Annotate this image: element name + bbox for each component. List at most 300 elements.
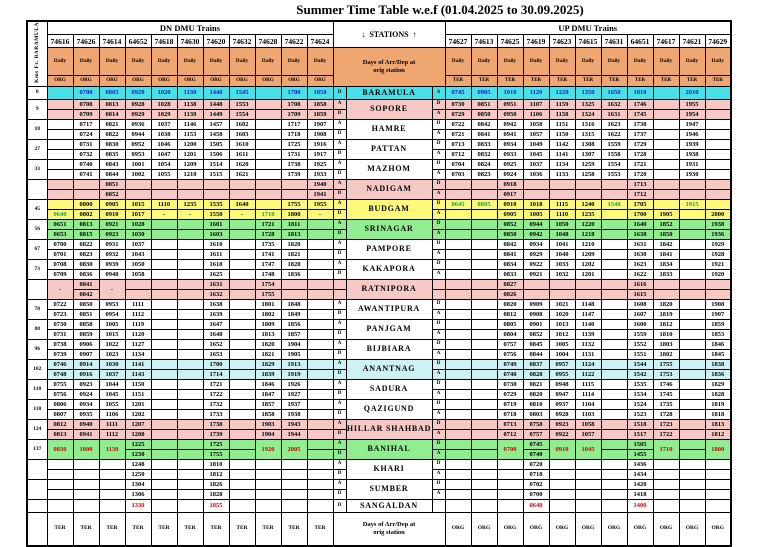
dep-mark <box>432 279 445 289</box>
time-cell: 1015 <box>99 329 125 339</box>
time-cell <box>151 219 177 229</box>
time-cell: 1032 <box>549 269 575 279</box>
time-cell <box>601 359 627 369</box>
dn-org-status: ORG <box>99 75 125 86</box>
time-cell <box>255 86 281 99</box>
time-cell: 1517 <box>627 429 653 439</box>
time-cell: 1552 <box>627 339 653 349</box>
time-cell: 0923 <box>73 379 99 389</box>
time-cell <box>307 479 333 489</box>
time-cell: 0821 <box>523 379 549 389</box>
time-cell: 1947 <box>679 119 705 129</box>
time-cell: 1813 <box>281 229 307 239</box>
time-cell <box>601 459 627 469</box>
time-cell: 0940 <box>73 419 99 429</box>
time-cell <box>177 409 203 419</box>
time-cell <box>307 229 333 239</box>
time-cell: 1130 <box>177 86 203 99</box>
dep-mark: D <box>333 329 346 339</box>
time-cell: 1839 <box>255 369 281 379</box>
time-cell: 0953 <box>125 149 151 159</box>
time-cell: 1010 <box>497 86 523 99</box>
time-cell: 1259 <box>575 159 601 169</box>
time-cell <box>471 239 497 249</box>
time-cell <box>601 479 627 489</box>
time-cell <box>151 189 177 199</box>
time-cell: 0952 <box>125 139 151 149</box>
time-cell <box>229 469 255 479</box>
time-cell: 1647 <box>203 319 229 329</box>
time-cell <box>445 429 471 439</box>
time-cell <box>575 289 601 299</box>
time-cell: 0718 <box>523 469 549 479</box>
up-ter-status: TER <box>627 75 653 86</box>
time-cell <box>471 409 497 419</box>
dep-mark: D <box>432 179 445 189</box>
arr-mark: A <box>333 179 346 189</box>
time-cell <box>125 289 151 299</box>
time-cell <box>281 279 307 289</box>
time-cell: 1018 <box>523 199 549 209</box>
time-cell: 1917 <box>307 149 333 159</box>
time-cell <box>705 279 731 289</box>
time-cell <box>151 329 177 339</box>
km-cell: 124 <box>27 419 47 439</box>
time-cell: 0935 <box>73 409 99 419</box>
station-cell: KAKAPORA <box>346 259 432 279</box>
up-org-status: ORG <box>445 512 471 546</box>
station-cell: SADURA <box>346 379 432 399</box>
time-cell <box>549 479 575 489</box>
time-cell: 0813 <box>99 99 125 109</box>
time-cell: 1057 <box>523 129 549 139</box>
time-cell: 1553 <box>229 99 255 109</box>
time-cell <box>229 299 255 309</box>
time-cell <box>47 479 73 489</box>
dn-train-number: 74618 <box>151 35 177 48</box>
dn-ter-status: TER <box>307 512 333 546</box>
time-cell: 1002 <box>125 169 151 179</box>
time-cell: 1836 <box>281 269 307 279</box>
dn-frequency: Daily <box>307 48 333 76</box>
time-cell: 1134 <box>549 159 575 169</box>
time-cell: 0700 <box>523 489 549 499</box>
timetable-grid <box>26 20 732 547</box>
time-cell: 1600 <box>627 319 653 329</box>
time-cell <box>471 439 497 449</box>
time-cell: 1653 <box>203 349 229 359</box>
station-cell: KHARI <box>346 459 432 479</box>
time-cell <box>125 279 151 289</box>
time-cell <box>151 469 177 479</box>
time-cell: 1250 <box>125 469 151 479</box>
time-cell: 0852 <box>523 329 549 339</box>
time-cell <box>601 369 627 379</box>
time-cell: 0837 <box>523 359 549 369</box>
dn-frequency: Daily <box>125 48 151 76</box>
arr-mark: A <box>432 169 445 179</box>
time-cell: 1005 <box>549 339 575 349</box>
time-cell: 1559 <box>627 329 653 339</box>
time-cell <box>445 249 471 259</box>
time-cell: 0947 <box>549 389 575 399</box>
time-cell: 1739 <box>281 169 307 179</box>
time-cell: 1013 <box>549 319 575 329</box>
arr-mark: A <box>333 219 346 229</box>
arr-mark <box>333 279 346 289</box>
station-cell: ANANTNAG <box>346 359 432 379</box>
time-cell <box>229 379 255 389</box>
time-cell <box>471 279 497 289</box>
time-cell: 1638 <box>627 229 653 239</box>
time-cell <box>177 459 203 469</box>
time-cell: 0700 <box>73 86 99 99</box>
time-cell <box>229 179 255 189</box>
time-cell <box>229 479 255 489</box>
time-cell <box>229 409 255 419</box>
time-cell: 1828 <box>705 389 731 399</box>
days-of-arr-dep-footer: Days of Arr/Dep at orig station <box>333 512 445 546</box>
time-cell <box>705 129 731 139</box>
time-cell <box>47 139 73 149</box>
time-cell <box>177 359 203 369</box>
time-cell: 1753 <box>653 369 679 379</box>
time-cell: 0832 <box>471 149 497 159</box>
time-cell <box>177 229 203 239</box>
time-cell <box>549 289 575 299</box>
time-cell <box>601 349 627 359</box>
time-cell: 1859 <box>705 319 731 329</box>
time-cell <box>679 329 705 339</box>
time-cell: 1748 <box>255 269 281 279</box>
time-cell <box>151 279 177 289</box>
up-frequency: Daily <box>471 48 497 76</box>
time-cell: 1457 <box>203 119 229 129</box>
time-cell <box>601 389 627 399</box>
time-cell: 1700 <box>281 86 307 99</box>
time-cell: 1737 <box>627 129 653 139</box>
time-cell: 0929 <box>125 109 151 119</box>
time-cell <box>47 119 73 129</box>
time-cell: 1955 <box>307 199 333 209</box>
time-cell: 0640 <box>47 209 73 219</box>
time-cell: 1058 <box>523 119 549 129</box>
time-cell <box>705 169 731 179</box>
dn-org-status: ORG <box>203 75 229 86</box>
time-cell <box>445 299 471 309</box>
time-cell: 0843 <box>99 159 125 169</box>
time-cell <box>47 99 73 109</box>
time-cell: 1151 <box>549 119 575 129</box>
time-cell: 1110 <box>549 209 575 219</box>
time-cell: 1505 <box>203 139 229 149</box>
time-cell: 0826 <box>497 289 523 299</box>
time-cell: 0833 <box>497 269 523 279</box>
time-cell: 0758 <box>523 419 549 429</box>
time-cell: 1112 <box>125 309 151 319</box>
time-cell: 0729 <box>445 109 471 119</box>
time-cell: 1821 <box>281 249 307 259</box>
time-cell <box>601 269 627 279</box>
time-cell: 1938 <box>679 149 705 159</box>
time-cell: 0813 <box>47 429 73 439</box>
time-cell: 1210 <box>177 169 203 179</box>
time-cell: 1755 <box>653 359 679 369</box>
time-cell <box>203 189 229 199</box>
time-cell: 1449 <box>203 109 229 119</box>
time-cell <box>255 189 281 199</box>
up-frequency: Daily <box>497 48 523 76</box>
time-cell: 1915 <box>679 199 705 209</box>
time-cell: 1119 <box>125 319 151 329</box>
time-cell: 1718 <box>281 129 307 139</box>
time-cell: 1841 <box>653 249 679 259</box>
time-cell: 1836 <box>705 369 731 379</box>
time-cell <box>151 449 177 459</box>
time-cell <box>653 139 679 149</box>
time-cell: 0723 <box>47 309 73 319</box>
station-cell: BUDGAM <box>346 199 432 219</box>
time-cell: 0823 <box>73 249 99 259</box>
dep-mark: D <box>333 489 346 499</box>
time-cell: 1849 <box>281 309 307 319</box>
time-cell: 1940 <box>307 179 333 189</box>
time-cell <box>471 419 497 429</box>
time-cell: 0942 <box>497 119 523 129</box>
time-cell <box>47 159 73 169</box>
time-cell: 0731 <box>73 139 99 149</box>
time-cell: 1201 <box>125 399 151 409</box>
dep-mark: D <box>432 99 445 109</box>
time-cell: 0730 <box>47 319 73 329</box>
time-cell: 1937 <box>281 399 307 409</box>
arr-mark: A <box>333 359 346 369</box>
dep-mark: D <box>432 219 445 229</box>
time-cell: 1812 <box>705 429 731 439</box>
time-cell <box>497 469 523 479</box>
time-cell: 0950 <box>497 109 523 119</box>
time-cell: 0953 <box>99 299 125 309</box>
time-cell: 1201 <box>177 149 203 159</box>
dep-mark: D <box>432 299 445 309</box>
time-cell: 1043 <box>125 249 151 259</box>
time-cell: 1146 <box>177 119 203 129</box>
time-cell <box>177 219 203 229</box>
time-cell <box>307 489 333 499</box>
time-cell <box>653 119 679 129</box>
time-cell <box>575 279 601 289</box>
time-cell <box>151 269 177 279</box>
time-cell <box>679 369 705 379</box>
time-cell: 0851 <box>99 179 125 189</box>
station-cell: SUMBER <box>346 479 432 499</box>
time-cell <box>601 289 627 299</box>
time-cell: 0755 <box>47 379 73 389</box>
time-cell <box>151 399 177 409</box>
time-cell <box>679 459 705 469</box>
time-cell: 1811 <box>281 219 307 229</box>
time-cell <box>679 219 705 229</box>
time-cell <box>151 239 177 249</box>
dep-mark: D <box>333 149 346 159</box>
time-cell: 0820 <box>497 299 523 309</box>
dn-ter-status: TER <box>73 512 99 546</box>
time-cell <box>177 419 203 429</box>
time-cell: 0858 <box>73 319 99 329</box>
time-cell <box>229 259 255 269</box>
dep-mark: D <box>432 119 445 129</box>
time-cell <box>177 239 203 249</box>
time-cell: 1638 <box>203 299 229 309</box>
time-cell: 0813 <box>73 219 99 229</box>
time-cell <box>679 269 705 279</box>
time-cell: 1746 <box>627 99 653 109</box>
time-cell <box>471 429 497 439</box>
time-cell <box>307 239 333 249</box>
time-cell: 1930 <box>679 169 705 179</box>
time-cell <box>471 269 497 279</box>
dn-ter-status: TER <box>229 512 255 546</box>
dn-train-number: 74616 <box>47 35 73 48</box>
time-cell <box>445 489 471 499</box>
dn-org-status: ORG <box>73 75 99 86</box>
time-cell: 0717 <box>73 119 99 129</box>
time-cell: 1058 <box>125 269 151 279</box>
time-cell: 1535 <box>627 379 653 389</box>
time-cell: 1652 <box>203 339 229 349</box>
time-cell <box>307 389 333 399</box>
time-cell: 1550 <box>203 209 229 219</box>
time-cell: 0944 <box>523 219 549 229</box>
dn-org-status: ORG <box>281 75 307 86</box>
up-org-status: ORG <box>627 512 653 546</box>
time-cell <box>307 269 333 279</box>
time-cell: 0910 <box>549 439 575 459</box>
time-cell <box>601 299 627 309</box>
time-cell: 1717 <box>281 119 307 129</box>
time-cell: 1506 <box>203 149 229 159</box>
time-cell <box>177 299 203 309</box>
time-cell <box>229 419 255 429</box>
time-cell: 1738 <box>203 419 229 429</box>
time-cell <box>73 499 99 512</box>
up-frequency: Daily <box>627 48 653 76</box>
time-cell <box>679 399 705 409</box>
km-cell: 56 <box>27 219 47 239</box>
time-cell: 1134 <box>125 349 151 359</box>
dn-org-status: ORG <box>151 75 177 86</box>
arr-mark: A <box>432 129 445 139</box>
time-cell: 1258 <box>575 169 601 179</box>
time-cell: 1820 <box>255 339 281 349</box>
time-cell: 1728 <box>255 229 281 239</box>
km-cell <box>27 179 47 199</box>
up-org-status: ORG <box>601 512 627 546</box>
time-cell: 1208 <box>125 429 151 439</box>
time-cell: 0957 <box>549 359 575 369</box>
time-cell <box>679 429 705 439</box>
time-cell: 0712 <box>445 149 471 159</box>
time-cell <box>151 409 177 419</box>
time-cell <box>281 499 307 512</box>
time-cell <box>445 419 471 429</box>
time-cell: 0914 <box>73 359 99 369</box>
time-cell: 0852 <box>497 219 523 229</box>
time-cell <box>601 209 627 219</box>
time-cell: 1220 <box>575 219 601 229</box>
station-cell: SRINAGAR <box>346 219 432 239</box>
time-cell <box>601 339 627 349</box>
time-cell <box>281 459 307 469</box>
time-cell: 0934 <box>73 399 99 409</box>
time-cell: 1505 <box>627 439 653 449</box>
time-cell: 0921 <box>99 219 125 229</box>
kms-axis-label <box>27 21 47 86</box>
arr-mark: A <box>333 459 346 469</box>
time-cell <box>73 489 99 499</box>
time-cell: 1820 <box>653 299 679 309</box>
time-cell: 0703 <box>445 169 471 179</box>
up-group-header: UP DMU Trains <box>445 21 731 35</box>
time-cell: 1848 <box>281 299 307 309</box>
time-cell: 1115 <box>575 379 601 389</box>
time-cell: 1905 <box>281 349 307 359</box>
time-cell: 1921 <box>705 259 731 269</box>
arr-mark: A <box>432 109 445 119</box>
time-cell <box>281 489 307 499</box>
time-cell: 1755 <box>203 449 229 459</box>
time-cell <box>177 329 203 339</box>
time-cell: 1147 <box>575 309 601 319</box>
time-cell: 0700 <box>47 239 73 249</box>
time-cell <box>679 489 705 499</box>
time-cell <box>679 499 705 512</box>
time-cell <box>177 309 203 319</box>
time-cell: 1639 <box>203 309 229 319</box>
dn-ter-status: TER <box>151 512 177 546</box>
time-cell: 1905 <box>653 209 679 219</box>
time-cell <box>705 189 731 199</box>
up-train-number: 74627 <box>445 35 471 48</box>
time-cell: 1936 <box>705 229 731 239</box>
arr-mark: A <box>333 119 346 129</box>
time-cell <box>177 469 203 479</box>
station-cell: PATTAN <box>346 139 432 159</box>
time-cell: 1514 <box>203 159 229 169</box>
time-cell: 1306 <box>125 489 151 499</box>
up-train-number: 74615 <box>575 35 601 48</box>
time-cell: 1802 <box>255 309 281 319</box>
time-cell <box>497 459 523 469</box>
dep-mark: D <box>432 379 445 389</box>
time-cell: 1731 <box>281 149 307 159</box>
time-cell: 1036 <box>523 169 549 179</box>
time-cell: 1735 <box>653 399 679 409</box>
time-cell: 1028 <box>125 219 151 229</box>
up-ter-status: TER <box>497 75 523 86</box>
time-cell: 0746 <box>47 359 73 369</box>
time-cell: 0732 <box>73 149 99 159</box>
time-cell <box>255 469 281 479</box>
time-cell <box>281 289 307 299</box>
time-cell <box>497 479 523 489</box>
time-cell: 1926 <box>281 379 307 389</box>
time-cell: 1622 <box>627 269 653 279</box>
time-cell: 1028 <box>151 99 177 109</box>
time-cell: 0941 <box>73 429 99 439</box>
time-cell: 1210 <box>575 239 601 249</box>
time-cell: 1850 <box>653 229 679 239</box>
